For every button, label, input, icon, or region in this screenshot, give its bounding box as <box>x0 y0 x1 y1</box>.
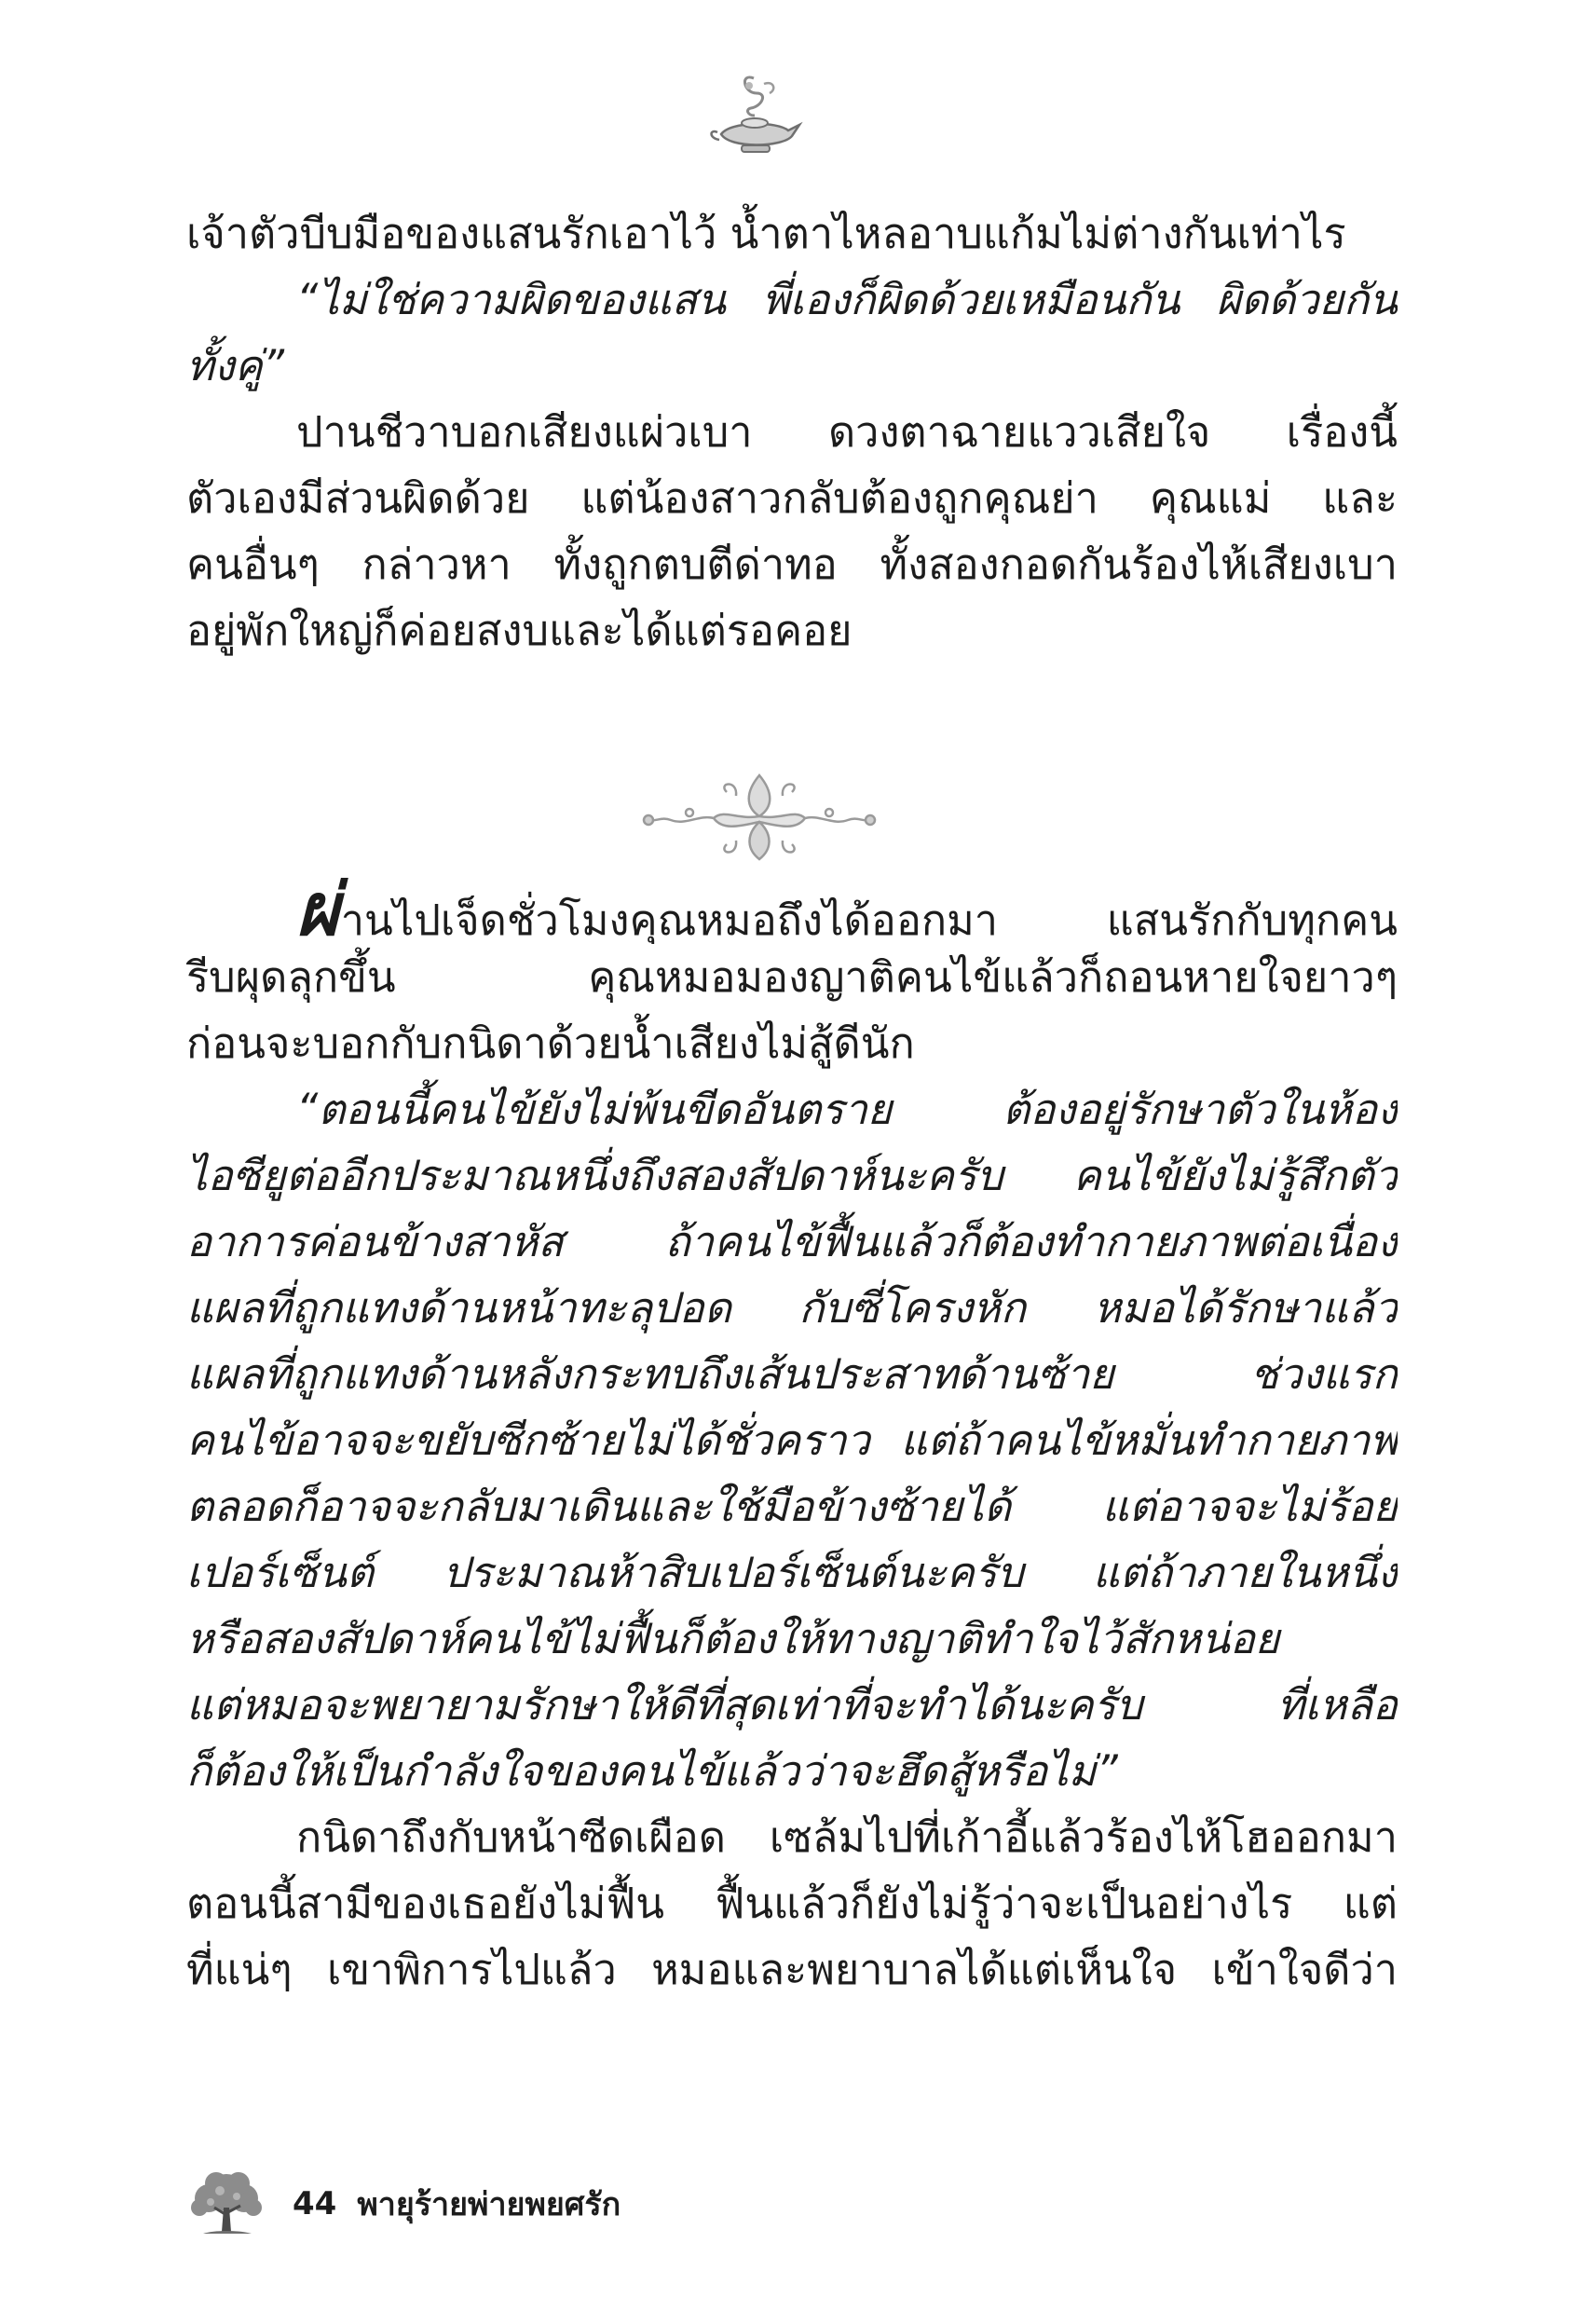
text-line: อยู่พักใหญ่ก็ค่อยสงบและได้แต่รอคอย <box>186 606 853 655</box>
text-line: คนอื่นๆ กล่าวหา ทั้งถูกตบตีด่าทอ ทั้งสองกอดกันร้องไห้เสียงเบา <box>186 540 1398 589</box>
text-line: แผลที่ถูกแทงด้านหลังกระทบถึงเส้นประสาทด้านซ้าย ช่วงแรก <box>186 1349 1398 1399</box>
text-line: ไอซียูต่ออีกประมาณหนึ่งถึงสองสัปดาห์นะครับ คนไข้ยังไม่รู้สึกตัว <box>186 1151 1398 1200</box>
dropcap-line <box>186 878 1398 944</box>
paragraphs-bottom <box>186 878 1398 2003</box>
tree-icon <box>186 2167 266 2241</box>
drop-cap: ผ่ <box>296 878 339 944</box>
text-line: ตอนนี้สามีของเธอยังไม่ฟื้น ฟื้นแล้วก็ยังไม่รู้ว่าจะเป็นอย่างไร แต่ <box>186 1879 1398 1928</box>
text-line: ตลอดก็อาจจะกลับมาเดินและใช้มือข้างซ้ายได้ แต่อาจจะไม่ร้อย <box>186 1482 1398 1531</box>
text-line: แต่หมอจะพยายามรักษาให้ดีที่สุดเท่าที่จะทำได้นะครับ ที่เหลือ <box>186 1680 1398 1730</box>
text-line: “ตอนนี้คนไข้ยังไม่พ้นขีดอันตราย ต้องอยู่รักษาตัวในห้อง <box>296 1085 1398 1134</box>
text-line: รีบผุดลุกขึ้น คุณหมอมองญาติคนไข้แล้วก็ถอนหายใจยาวๆ <box>186 952 1398 1002</box>
text-line: กนิดาถึงกับหน้าซีดเผือด เซล้มไปที่เก้าอี้แล้วร้องไห้โฮออกมา <box>296 1812 1398 1862</box>
text-line: เปอร์เซ็นต์ ประมาณห้าสิบเปอร์เซ็นต์นะครับ แต่ถ้าภายในหนึ่ง <box>186 1548 1398 1597</box>
text-line: “ไม่ใช่ความผิดของแสน พี่เองก็ผิดด้วยเหมือนกัน ผิดด้วยกัน <box>296 275 1398 324</box>
ornamental-divider-icon <box>634 755 885 876</box>
text-line: ปานชีวาบอกเสียงแผ่วเบา ดวงตาฉายแววเสียใจ เรื่องนี้ <box>296 407 1398 457</box>
text-line: ก็ต้องให้เป็นกำลังใจของคนไข้แล้วว่าจะฮึดสู้หรือไม่” <box>186 1746 1118 1796</box>
paragraphs-top <box>186 200 1398 663</box>
text-line: แผลที่ถูกแทงด้านหน้าทะลุปอด กับซี่โครงหัก หมอได้รักษาแล้ว <box>186 1283 1398 1333</box>
dropcap-rest: านไปเจ็ดชั่วโมงคุณหมอถึงได้ออกมา แสนรักกับทุกคน <box>340 896 1398 944</box>
page-footer <box>186 2162 621 2246</box>
text-line: หรือสองสัปดาห์คนไข้ไม่ฟื้นก็ต้องให้ทางญาติทำใจไว้สักหน่อย <box>186 1614 1280 1663</box>
text-line: ที่แน่ๆ เขาพิการไปแล้ว หมอและพยาบาลได้แต่เห็นใจ เข้าใจดีว่า <box>186 1945 1398 1994</box>
page-number: 44 <box>293 2185 337 2222</box>
text-line: เจ้าตัวบีบมือของแสนรักเอาไว้ น้ำตาไหลอาบแก้มไม่ต่างกันเท่าไร <box>186 209 1346 258</box>
text-line: อาการค่อนข้างสาหัส ถ้าคนไข้ฟื้นแล้วก็ต้องทำกายภาพต่อเนื่อง <box>186 1217 1398 1266</box>
book-title: พายุร้ายพ่ายพยศรัก <box>357 2186 621 2223</box>
text-line: ทั้งคู่” <box>186 341 285 390</box>
text-line: ก่อนจะบอกกับกนิดาด้วยน้ำเสียงไม่สู้ดีนัก <box>186 1019 915 1068</box>
text-line: คนไข้อาจจะขยับซีกซ้ายไม่ได้ชั่วคราว แต่ถ้าคนไข้หมั่นทำกายภาพ <box>186 1415 1398 1465</box>
genie-lamp-icon <box>703 65 805 168</box>
text-line: ตัวเองมีส่วนผิดด้วย แต่น้องสาวกลับต้องถูกคุณย่า คุณแม่ และ <box>186 473 1398 523</box>
